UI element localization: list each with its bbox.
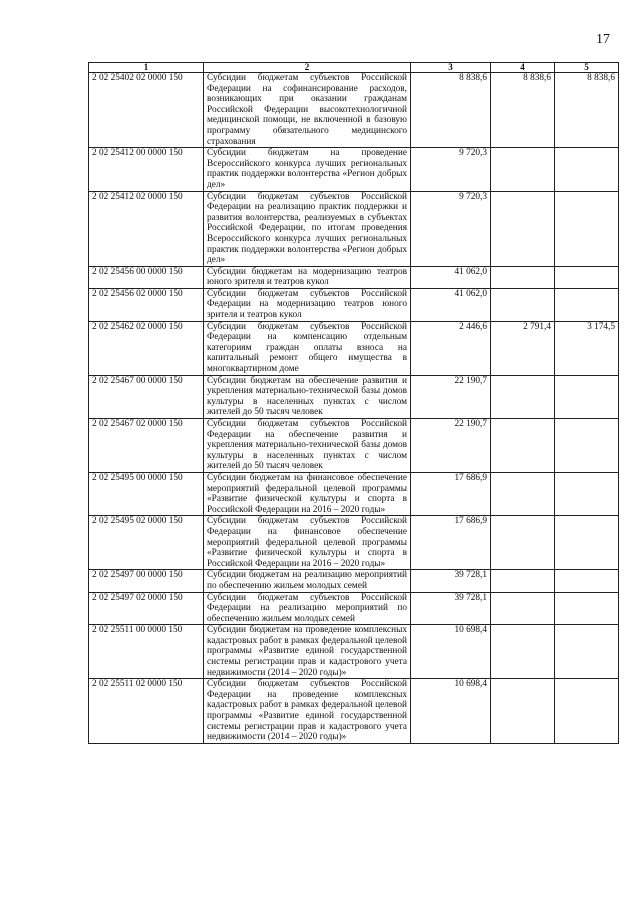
value-col5-cell <box>555 148 619 191</box>
value-col3-cell: 39 728,1 <box>411 570 491 592</box>
value-col3-cell: 9 720,3 <box>411 148 491 191</box>
code-cell: 2 02 25462 02 0000 150 <box>89 321 204 375</box>
header-col-4: 4 <box>491 63 555 73</box>
header-col-1: 1 <box>89 63 204 73</box>
value-col3-cell: 41 062,0 <box>411 266 491 288</box>
value-col5-cell <box>555 266 619 288</box>
code-cell: 2 02 25456 02 0000 150 <box>89 288 204 321</box>
value-col4-cell <box>491 375 555 418</box>
value-col3-cell: 17 686,9 <box>411 516 491 570</box>
description-cell: Субсидии бюджетам субъектов Российской Федерации на софинансирование расходов, возникающих при оказании гражданам Российской Федерации высокотехнологичной медицинской помощи, не включенной в базовую программу обязательного медицинского страхования <box>204 73 411 148</box>
value-col3-cell: 39 728,1 <box>411 592 491 625</box>
value-col5-cell <box>555 625 619 679</box>
description-cell: Субсидии бюджетам на проведение Всероссийского конкурса лучших региональных практик поддержки волонтерства «Регион добрых дел» <box>204 148 411 191</box>
table-row <box>89 679 619 744</box>
value-col4-cell <box>491 472 555 515</box>
value-col4-cell <box>491 419 555 473</box>
value-col5-cell <box>555 375 619 418</box>
description-cell: Субсидии бюджетам субъектов Российской Федерации на реализацию практик поддержки и развития волонтерства, реализуемых в субъектах Российской Федерации, по итогам проведения Всероссийского конкурса лучших региональных практик поддержки волонтерства «Регион добрых дел» <box>204 191 411 266</box>
table-row <box>89 570 619 592</box>
table-header <box>89 63 619 73</box>
value-col5-cell <box>555 679 619 744</box>
description-cell: Субсидии бюджетам на модернизацию театров юного зрителя и театров кукол <box>204 266 411 288</box>
value-col4-cell <box>491 625 555 679</box>
value-col4-cell <box>491 679 555 744</box>
description-cell: Субсидии бюджетам на реализацию мероприятий по обеспечению жильем молодых семей <box>204 570 411 592</box>
code-cell: 2 02 25497 00 0000 150 <box>89 570 204 592</box>
code-cell: 2 02 25497 02 0000 150 <box>89 592 204 625</box>
value-col3-cell: 10 698,4 <box>411 679 491 744</box>
table-row <box>89 73 619 148</box>
value-col5-cell <box>555 191 619 266</box>
value-col5-cell <box>555 419 619 473</box>
code-cell: 2 02 25412 00 0000 150 <box>89 148 204 191</box>
table-row <box>89 516 619 570</box>
page-number: 17 <box>596 32 610 47</box>
table-row <box>89 191 619 266</box>
value-col4-cell <box>491 570 555 592</box>
value-col3-cell: 8 838,6 <box>411 73 491 148</box>
table-row <box>89 419 619 473</box>
header-col-2: 2 <box>204 63 411 73</box>
description-cell: Субсидии бюджетам на проведение комплексных кадастровых работ в рамках федеральной целевой программы «Развитие единой государственной системы регистрации прав и кадастрового учета недвижимости (2014 – 2020 годы)» <box>204 625 411 679</box>
description-cell: Субсидии бюджетам на обеспечение развития и укрепления материально-технической базы домов культуры в населенных пунктах с числом жителей до 50 тысяч человек <box>204 375 411 418</box>
table-row <box>89 148 619 191</box>
value-col3-cell: 17 686,9 <box>411 472 491 515</box>
value-col5-cell <box>555 472 619 515</box>
code-cell: 2 02 25467 00 0000 150 <box>89 375 204 418</box>
value-col4-cell <box>491 266 555 288</box>
table-row <box>89 625 619 679</box>
code-cell: 2 02 25495 00 0000 150 <box>89 472 204 515</box>
value-col5-cell: 8 838,6 <box>555 73 619 148</box>
code-cell: 2 02 25456 00 0000 150 <box>89 266 204 288</box>
description-cell: Субсидии бюджетам субъектов Российской Федерации на реализацию мероприятий по обеспечению жильем молодых семей <box>204 592 411 625</box>
header-col-5: 5 <box>555 63 619 73</box>
value-col4-cell: 8 838,6 <box>491 73 555 148</box>
description-cell: Субсидии бюджетам субъектов Российской Федерации на финансовое обеспечение мероприятий федеральной целевой программы «Развитие физической культуры и спорта в Российской Федерации на 2016 – 2020 годы» <box>204 516 411 570</box>
value-col5-cell <box>555 592 619 625</box>
value-col4-cell <box>491 148 555 191</box>
description-cell: Субсидии бюджетам субъектов Российской Федерации на компенсацию отдельным категориям граждан оплаты взноса на капитальный ремонт общего имущества в многоквартирном доме <box>204 321 411 375</box>
table-row <box>89 592 619 625</box>
budget-table <box>88 62 619 744</box>
description-cell: Субсидии бюджетам субъектов Российской Федерации на модернизацию театров юного зрителя и театров кукол <box>204 288 411 321</box>
code-cell: 2 02 25402 02 0000 150 <box>89 73 204 148</box>
table-row <box>89 288 619 321</box>
code-cell: 2 02 25467 02 0000 150 <box>89 419 204 473</box>
table-body <box>89 73 619 744</box>
table-row <box>89 472 619 515</box>
value-col3-cell: 22 190,7 <box>411 375 491 418</box>
code-cell: 2 02 25511 00 0000 150 <box>89 625 204 679</box>
value-col4-cell <box>491 592 555 625</box>
value-col4-cell: 2 791,4 <box>491 321 555 375</box>
table-row <box>89 266 619 288</box>
value-col4-cell <box>491 288 555 321</box>
description-cell: Субсидии бюджетам субъектов Российской Федерации на проведение комплексных кадастровых работ в рамках федеральной целевой программы «Развитие единой государственной системы регистрации прав и кадастрового учета недвижимости (2014 – 2020 годы)» <box>204 679 411 744</box>
code-cell: 2 02 25511 02 0000 150 <box>89 679 204 744</box>
description-cell: Субсидии бюджетам на финансовое обеспечение мероприятий федеральной целевой программы «Развитие физической культуры и спорта в Российской Федерации на 2016 – 2020 годы» <box>204 472 411 515</box>
header-row <box>89 63 619 73</box>
value-col5-cell <box>555 570 619 592</box>
table-row <box>89 375 619 418</box>
value-col5-cell <box>555 516 619 570</box>
value-col3-cell: 2 446,6 <box>411 321 491 375</box>
value-col3-cell: 41 062,0 <box>411 288 491 321</box>
header-col-3: 3 <box>411 63 491 73</box>
value-col5-cell: 3 174,5 <box>555 321 619 375</box>
code-cell: 2 02 25495 02 0000 150 <box>89 516 204 570</box>
value-col4-cell <box>491 191 555 266</box>
value-col4-cell <box>491 516 555 570</box>
description-cell: Субсидии бюджетам субъектов Российской Федерации на обеспечение развития и укрепления материально-технической базы домов культуры в населенных пунктах с числом жителей до 50 тысяч человек <box>204 419 411 473</box>
value-col3-cell: 10 698,4 <box>411 625 491 679</box>
value-col5-cell <box>555 288 619 321</box>
value-col3-cell: 22 190,7 <box>411 419 491 473</box>
code-cell: 2 02 25412 02 0000 150 <box>89 191 204 266</box>
table-row <box>89 321 619 375</box>
value-col3-cell: 9 720,3 <box>411 191 491 266</box>
